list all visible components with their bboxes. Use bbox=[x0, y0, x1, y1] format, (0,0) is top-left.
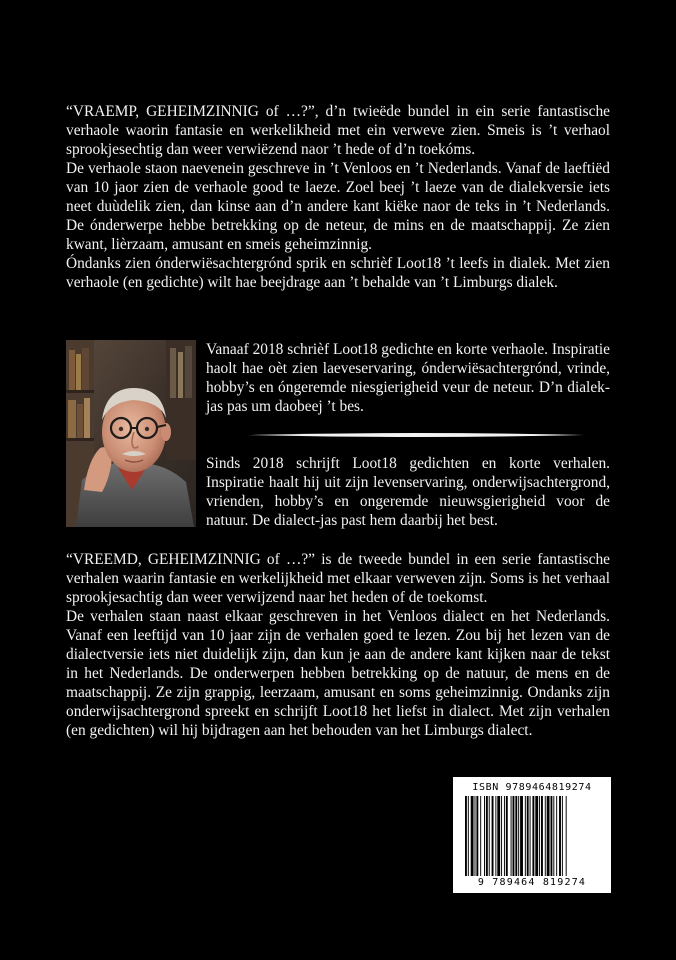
author-bio-dutch bbox=[206, 454, 610, 530]
barcode-bar bbox=[476, 796, 478, 876]
barcode-bar bbox=[480, 796, 481, 876]
barcode-bar bbox=[504, 796, 505, 876]
barcode-bar bbox=[513, 796, 515, 876]
dutch-intro bbox=[66, 550, 610, 740]
author-bio-dialect bbox=[206, 340, 610, 416]
barcode-bar bbox=[495, 796, 496, 876]
barcode-bar bbox=[530, 796, 531, 876]
barcode-bar bbox=[539, 796, 540, 876]
author-photo bbox=[66, 340, 196, 527]
barcode-bar bbox=[562, 796, 563, 876]
barcode-bar bbox=[551, 796, 553, 876]
isbn-label: ISBN 9789464819274 bbox=[472, 782, 592, 793]
barcode-bar bbox=[506, 796, 508, 876]
isbn-barcode bbox=[453, 777, 611, 893]
barcode-bar bbox=[547, 796, 550, 876]
author-portrait-image bbox=[66, 340, 196, 527]
dutch-intro-p2: De verhalen staan naast elkaar geschreven in het Venloos dialect en het Nederlands. Vanaf een leeftijd van 10 jaar zijn de verhalen goed te lezen. Zou bij het lezen van de dialectversie iets niet duidelijk zijn, dan kun je aan de andere kant kijken naar de tekst in het Nederlands. De onderwerpen hebben betrekking op de natuur, de mens en de maatschappij. Ze zijn grappig, leerzaam, amusant en soms geheimzinnig. Ondanks zijn onderwijsachtergrond spreekt en schrijft Loot18 het liefst in dialect. Met zijn verhalen (en gedichten) wil hij bijdragen aan het behouden van het Limburgs dialect. bbox=[66, 608, 610, 739]
barcode-bar bbox=[520, 796, 523, 876]
barcode-bar bbox=[545, 796, 546, 876]
barcode-bar bbox=[556, 796, 557, 876]
dialect-intro-p2: De verhaole staon naevenein geschreve in ’t Venloos en ’t Nederlands. Vanaf de laeftiëd van 10 jaor zien de verhaole good te laeze. Zoel beej ’t laeze van de dialekversie iets neet duùdelik zien, dan kinse aan d’n andere kant kiëke naor de teks in ’t Nederlands. De ónderwerpe hebbe betrekking op de neteur, de mins en de maatschappij. Ze zien kwant, lièrzaam, amusant en smeis geheimzinnig. bbox=[66, 160, 610, 253]
barcode-bar bbox=[525, 796, 526, 876]
barcode-bar bbox=[471, 796, 474, 876]
barcode-bar bbox=[532, 796, 534, 876]
barcode-bar bbox=[541, 796, 543, 876]
barcode-bar bbox=[501, 796, 502, 876]
barcode-bar bbox=[475, 796, 476, 876]
dialect-intro-p1: “VRAEMP, GEHEIMZINNIG of …?”, d’n twieëde bundel in ein serie fantastische verhaole waorin fantasie en werkelikheid met ein verweve zien. Smeis is ’t verhaol sprookjesechtig dan weer verwiëzend naor ’t hede of d’n toekóms. bbox=[66, 103, 610, 158]
dialect-intro-p3: Óndanks zien ónderwiësachtergrónd sprik en schrièf Loot18 ’t leefs in dialek. Met zien verhaole (en gedichte) wilt hae beejdrage aan ’t behalde van ’t Limburgs dialek. bbox=[66, 255, 610, 291]
barcode-bar bbox=[527, 796, 529, 876]
barcode-bar bbox=[566, 796, 567, 876]
barcode-bar bbox=[515, 796, 517, 876]
author-bio-dutch-text: Sinds 2018 schrijft Loot18 gedichten en korte verhalen. Inspiratie haalt hij uit zijn levenservaring, onderwijsachtergrond, vrienden, hobby’s en ongeremde nieuwsgierigheid voor de natuur. De dialect-jas past hem daarbij het best. bbox=[206, 455, 610, 529]
barcode-bar bbox=[468, 796, 469, 876]
isbn-digits: 9 789464 819274 bbox=[477, 877, 587, 888]
barcode-bar bbox=[484, 796, 485, 876]
barcode-bars bbox=[463, 796, 601, 876]
barcode-bar bbox=[497, 796, 500, 876]
barcode-bar bbox=[535, 796, 538, 876]
barcode-bar bbox=[518, 796, 519, 876]
barcode-bar bbox=[511, 796, 512, 876]
dutch-intro-p1: “VREEMD, GEHEIMZINNIG of …?” is de tweede bundel in een serie fantastische verhalen waarin fantasie en werkelijkheid met elkaar verweven zijn. Soms is het verhaal sprookjesachtig dan weer verwijzend naar het heden of de toekomst. bbox=[66, 551, 611, 606]
barcode-bar bbox=[489, 796, 490, 876]
barcode-bar bbox=[486, 796, 488, 876]
author-bio-dialect-text: Vanaaf 2018 schrièf Loot18 gedichte en korte verhaole. Inspiratie haolt hae oèt zien laeveservaring, ónderwiësachtergrónd, vrinde, hobby’s en óngeremde niesgierigheid veur de neteur. D’n dialek-jas pas um daobeej ’t bes. bbox=[206, 341, 610, 415]
dialect-intro bbox=[66, 102, 610, 292]
barcode-bar bbox=[492, 796, 494, 876]
barcode-bar bbox=[465, 796, 467, 876]
decorative-divider bbox=[248, 432, 584, 438]
barcode-bar bbox=[553, 796, 554, 876]
barcode-bar bbox=[559, 796, 561, 876]
